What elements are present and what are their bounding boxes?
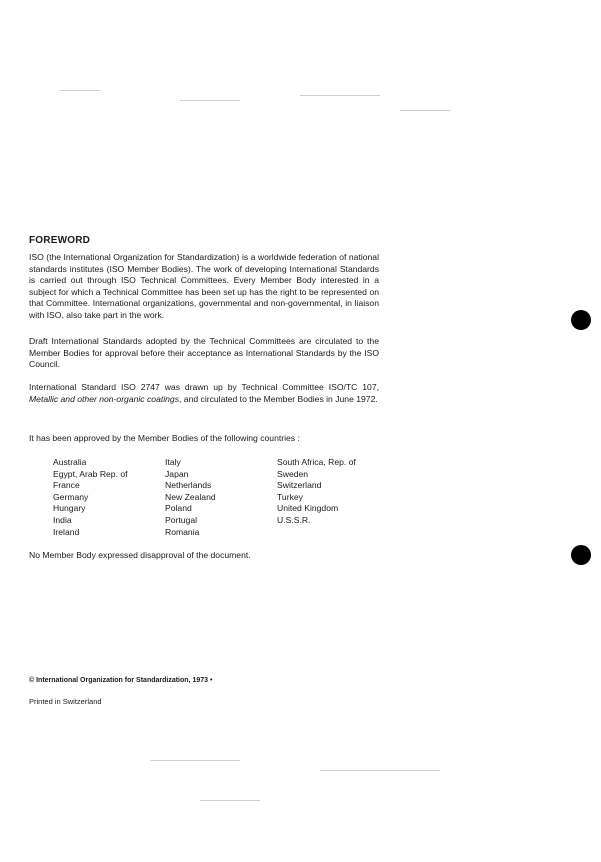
country-item: Romania	[165, 526, 200, 537]
country-item: South Africa, Rep. of	[277, 457, 356, 467]
country-item: New Zealand	[165, 491, 216, 502]
country-item: Ireland	[53, 526, 80, 537]
scan-speck	[400, 110, 450, 111]
country-item: Italy	[165, 457, 181, 467]
country-item: Netherlands	[165, 480, 212, 491]
country-list-column-3	[277, 457, 356, 527]
scan-speck	[60, 90, 100, 91]
standard-text-before: International Standard ISO 2747 was drawn up by Technical Committee ISO/TC 107,	[29, 382, 379, 392]
scan-speck	[150, 760, 240, 761]
foreword-paragraph-drafts: Draft International Standards adopted by the Technical Committees are circulated to the Member Bodies for approval before their acceptance as International Standards by the ISO Council.	[29, 336, 379, 370]
country-item: Hungary	[53, 503, 86, 514]
foreword-paragraph-iso: ISO (the International Organization for Standardization) is a worldwide federation of national standards institutes (ISO Member Bodies). The work of developing International Standards is carried out through ISO Technical Committees. Every Member Body interested in a subject for which a Technical Committee has been set up has the right to be represented on that Committee. International organizations, governmental and non-governmental, in liaison with ISO, also take part in the work.	[29, 252, 379, 320]
country-item: Switzerland	[277, 480, 322, 491]
scan-speck	[320, 770, 440, 771]
foreword-heading: FOREWORD	[29, 235, 91, 246]
copyright-notice: © International Organization for Standardization, 1973 •	[29, 677, 213, 684]
country-item: Poland	[165, 503, 192, 514]
foreword-paragraph-approval: It has been approved by the Member Bodies of the following countries :	[29, 433, 300, 443]
country-item: United Kingdom	[277, 503, 339, 514]
committee-title: Metallic and other non-organic coatings	[29, 393, 180, 404]
printed-location: Printed in Switzerland	[29, 697, 102, 706]
scan-speck	[300, 95, 380, 96]
standard-text-after: , and circulated to the Member Bodies in June 1972.	[179, 393, 378, 404]
foreword-paragraph-disapproval: No Member Body expressed disapproval of the document.	[29, 550, 251, 560]
country-item: Turkey	[277, 491, 303, 502]
country-item: Australia	[53, 457, 87, 467]
country-item: France	[53, 480, 80, 491]
country-item: Egypt, Arab Rep. of	[53, 468, 128, 479]
country-item: Japan	[165, 468, 189, 479]
country-item: Germany	[53, 491, 89, 502]
foreword-paragraph-standard	[29, 382, 379, 405]
scan-speck	[180, 100, 240, 101]
country-item: Portugal	[165, 514, 198, 525]
country-list-column-2	[165, 457, 216, 538]
scan-speck	[200, 800, 260, 801]
country-list-column-1	[53, 457, 128, 538]
punch-hole-icon	[571, 310, 591, 330]
country-item: U.S.S.R.	[277, 514, 311, 525]
punch-hole-icon	[571, 545, 591, 565]
country-item: Sweden	[277, 468, 309, 479]
country-item: India	[53, 514, 72, 525]
